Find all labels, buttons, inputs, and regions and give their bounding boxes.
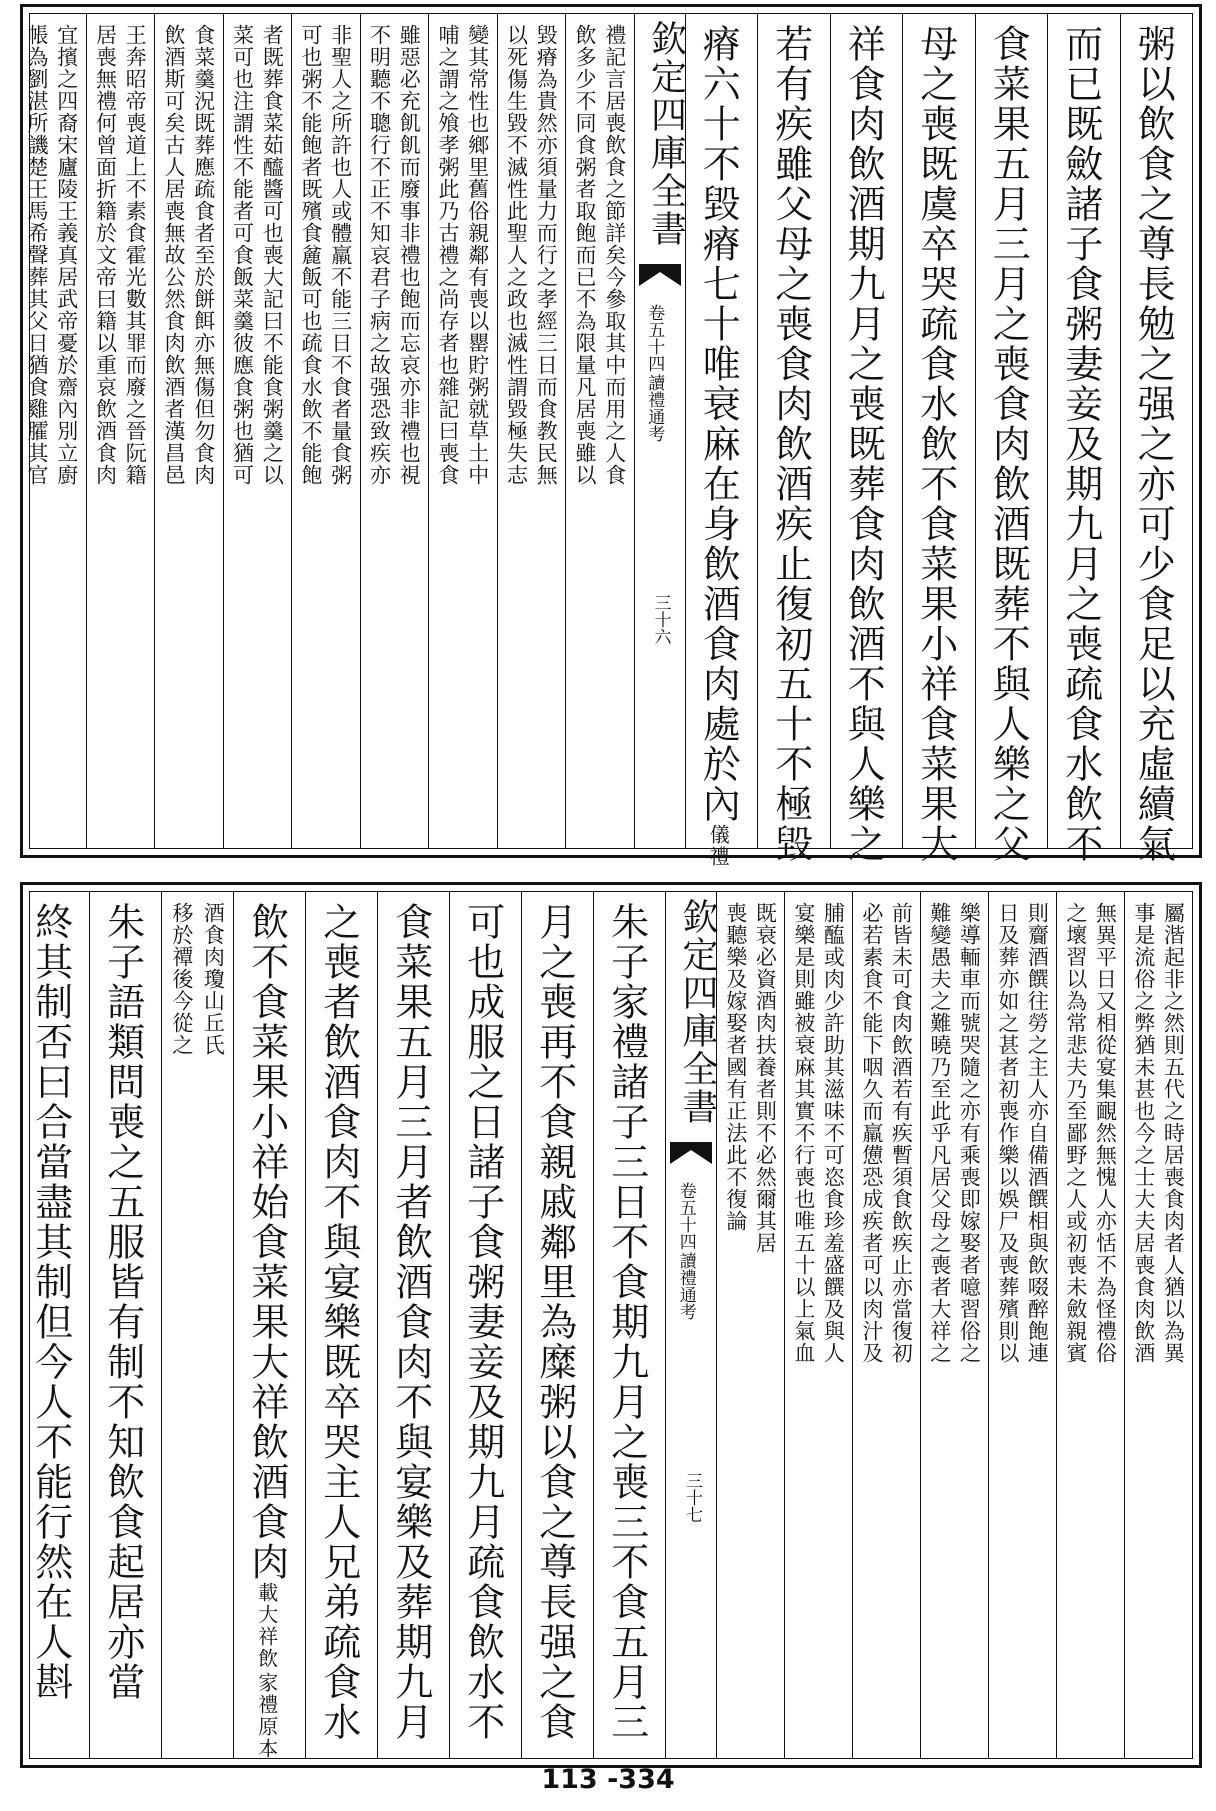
- top-commentary-line: 飲酒斯可矣古人居喪無故公然食肉飲酒者漢昌邑: [161, 24, 186, 486]
- bottom-volume-line: 卷五十四: [675, 1182, 696, 1250]
- top-commentary-column: [291, 14, 360, 848]
- top-commentary-column: [86, 14, 155, 848]
- bottom-commentary-line: 無異平日又相從宴集靦然無愧人亦恬不為怪禮俗: [1093, 902, 1118, 1364]
- top-fishtail-mark: [639, 264, 681, 286]
- bottom-commentary-pair: [989, 892, 1056, 1758]
- top-commentary-pair: [224, 14, 292, 848]
- bottom-note-line: 家禮原本: [254, 1672, 279, 1760]
- bottom-main-column: [449, 892, 521, 1758]
- top-main-column: [975, 14, 1048, 864]
- bottom-leaf: [20, 882, 1202, 1768]
- bottom-commentary-pair: [921, 892, 988, 1758]
- bottom-commentary-column: [920, 892, 988, 1758]
- top-commentary-line: 帳為劉湛所譏楚王馬希聲葬其父日猶食雞臛其官: [24, 24, 49, 486]
- bottom-commentary-column: [1056, 892, 1124, 1758]
- top-commentary-pair: [18, 14, 86, 848]
- top-main-column: [757, 14, 830, 864]
- top-commentary-line: 王奔昭帝喪道上不素食霍光數其罪而廢之晉阮籍: [123, 24, 148, 486]
- bottom-center-column: [665, 892, 716, 1758]
- top-commentary-line: 可也粥不能飽者既殯食麄飯可也疏食水飲不能飽: [298, 24, 323, 486]
- top-main-column: [902, 14, 975, 864]
- bottom-main-column: [161, 892, 233, 1758]
- bottom-note-line: 酒食肉瓊山丘氏: [201, 902, 226, 1056]
- top-commentary-column: [18, 14, 86, 848]
- top-commentary-pair: [292, 14, 360, 848]
- bottom-main-text: 之喪者飲酒食肉不與宴樂既卒哭主人兄弟疏食水: [316, 902, 361, 1742]
- top-inline-note: [706, 824, 729, 868]
- top-leaf: [20, 4, 1202, 868]
- bottom-commentary-line: 日及葬亦如之甚者初喪作樂以娛尸及喪葬殯則以: [995, 902, 1020, 1364]
- top-main-column: [1047, 14, 1120, 864]
- top-main-text: 而已既斂諸子食粥妻妾及期九月之喪疏食水飲不: [1058, 24, 1103, 864]
- top-commentary-column: [154, 14, 223, 848]
- bottom-commentary-line: 脯醢或肉少許助其滋味不可恣食珍羞盛饌及與人: [821, 902, 846, 1364]
- top-main-text: 粥以飲食之尊長勉之强之亦可少食足以充虛續氣: [1131, 24, 1176, 864]
- top-commentary-line: 菜可也注謂性不能者可食飯菜羹彼應食粥也猶可: [230, 24, 255, 486]
- top-commentary-line: 禮記言居喪飲食之節詳矣今參取其中而用之人食: [602, 24, 627, 486]
- top-leaf-frame: [24, 13, 1193, 868]
- bottom-main-column: [89, 892, 161, 1758]
- bottom-commentary-line: 屬湝起非之然則五代之時居喪食肉者人猶以為異: [1161, 902, 1186, 1364]
- top-center-column: [634, 14, 685, 848]
- page-number: 113 -334: [541, 1764, 675, 1795]
- bottom-commentary-pair: [1057, 892, 1124, 1758]
- top-main-column: [830, 14, 903, 864]
- bottom-main-text: 終其制否曰合當盡其制但今人不能行然在人斟: [28, 902, 73, 1702]
- bottom-commentary-line: 事是流俗之弊猶未甚也今之士大夫居喪食肉飲酒: [1131, 902, 1156, 1364]
- bottom-leaf-columns: [30, 892, 1192, 1758]
- top-commentary-line: 非聖人之所許也人或體羸不能三日不食者量食粥: [328, 24, 353, 486]
- top-commentary-line: 雖惡必充飢飢而廢事非禮也飽而忘哀亦非禮也視: [397, 24, 422, 486]
- top-commentary-line: 不明聽不聰行不正不知哀君子病之故强恐致疾亦: [367, 24, 392, 486]
- top-commentary-pair: [498, 14, 566, 848]
- top-commentary-line: 以死傷生毀不滅性此聖人之政也滅性謂毀極失志: [504, 24, 529, 486]
- bottom-commentary-pair: [1125, 892, 1192, 1758]
- top-commentary-line: 居喪無禮何曾面折籍於文帝曰籍以重哀飲酒食肉: [93, 24, 118, 486]
- bottom-leaf-frame: [29, 891, 1193, 1759]
- bottom-commentary-line: 喪聽樂及嫁娶者國有正法此不復論: [723, 902, 748, 1232]
- bottom-folio-number: 三十七: [682, 1472, 702, 1523]
- top-main-text: 若有疾雖父母之喪食肉飲酒疾止復初五十不極毀: [768, 24, 813, 864]
- bottom-note-line: 移於禫後今從之: [169, 902, 194, 1056]
- bottom-main-column: [18, 892, 89, 1758]
- bottom-note-column: [162, 892, 233, 1758]
- bottom-volume-label: [676, 1182, 695, 1320]
- top-commentary-column: [497, 14, 566, 848]
- top-commentary-line: 飲多少不同食粥者取飽而已不為限量凡居喪雖以: [572, 24, 597, 486]
- bottom-commentary-line: 樂導輀車而號哭隨之亦有乘喪即嫁娶者噫習俗之: [957, 902, 982, 1364]
- bottom-main-column: [521, 892, 593, 1758]
- bottom-commentary-line: 之壞習以為常悲夫乃至鄙野之人或初喪未斂親賓: [1063, 902, 1088, 1364]
- bottom-commentary-line: 必若素食不能下咽久而羸憊恐成疾者可以肉汁及: [859, 902, 884, 1364]
- bottom-main-text: 食菜果五月三月者飲酒食肉不與宴樂及葬期九月: [388, 902, 433, 1742]
- bottom-volume-line: 讀禮通考: [675, 1252, 696, 1320]
- bottom-commentary-column: [716, 892, 784, 1758]
- top-commentary-column: [223, 14, 292, 848]
- bottom-commentary-line: 既衰必資酒肉扶養者則不必然爾其居: [753, 902, 778, 1254]
- bottom-note-line: 載大祥飲: [254, 1582, 279, 1670]
- top-commentary-column: [360, 14, 429, 848]
- bottom-main-text: 可也成服之日諸子食粥妻妾及期九月疏食飲水不: [460, 902, 505, 1742]
- top-volume-label: [645, 304, 664, 442]
- top-commentary-column: [428, 14, 497, 848]
- top-commentary-line: 哺之謂之飧孝粥此乃古禮之尚存者也雜記曰喪食: [435, 24, 460, 486]
- bottom-commentary-pair: [853, 892, 920, 1758]
- bottom-commentary-column: [1124, 892, 1192, 1758]
- bottom-commentary-column: [988, 892, 1056, 1758]
- top-folio-number: 三十六: [650, 594, 671, 645]
- bottom-main-column: [377, 892, 449, 1758]
- bottom-main-text: 月之喪再不食親戚鄰里為糜粥以食之尊長强之食: [532, 902, 577, 1742]
- top-main-text: 食菜果五月三月之喪食肉飲酒既葬不與人樂之父: [986, 24, 1031, 864]
- top-main-column: [1120, 14, 1193, 864]
- top-commentary-line: 食菜羹況既葬應疏食者至於餅餌亦無傷但勿食肉: [191, 24, 216, 486]
- bottom-commentary-column: [852, 892, 920, 1758]
- bottom-commentary-pair: [785, 892, 852, 1758]
- top-note-line: 儀禮: [706, 824, 731, 868]
- bottom-main-column: [233, 892, 305, 1758]
- top-book-title: 欽定四庫全書: [645, 20, 687, 248]
- bottom-main-text: 朱子語類問喪之五服皆有制不知飲食起居亦當: [100, 902, 145, 1702]
- bottom-commentary-line: 前皆未可食肉飲酒若有疾暫須食飲疾止亦當復初: [889, 902, 914, 1364]
- bottom-inline-note: [255, 1582, 278, 1760]
- top-main-column: [685, 14, 758, 868]
- bottom-fishtail-mark: [670, 1142, 712, 1164]
- top-commentary-column: [565, 14, 634, 848]
- bottom-commentary-line: 宴樂是則雖被衰麻其實不行喪也唯五十以上氣血: [791, 902, 816, 1364]
- top-commentary-line: 者既葬食菜茹醯醬可也喪大記曰不能食粥羹之以: [260, 24, 285, 486]
- top-commentary-pair: [566, 14, 634, 848]
- top-main-text: 瘠六十不毀瘠七十唯衰麻在身飲酒食肉處於內 儀禮: [696, 24, 741, 868]
- bottom-book-title: 欽定四庫全書: [677, 898, 718, 1126]
- top-commentary-line: 宜擯之四裔宋廬陵王義真居武帝憂於齋內別立廚: [54, 24, 79, 486]
- bottom-main-text: 朱子家禮諸子三日不食期九月之喪三不食五月三: [604, 902, 649, 1742]
- bottom-commentary-column: [784, 892, 852, 1758]
- bottom-main-column: [593, 892, 665, 1758]
- top-leaf-columns: [24, 14, 1192, 868]
- bottom-commentary-pair: [717, 892, 784, 1758]
- top-commentary-line: 變其常性也鄉里舊俗親鄰有喪以罌貯粥就草土中: [465, 24, 490, 486]
- top-commentary-pair: [155, 14, 223, 848]
- top-commentary-pair: [361, 14, 429, 848]
- top-main-text: 母之喪既虞卒哭疏食水飲不食菜果小祥食菜果大: [913, 24, 958, 864]
- top-volume-line: 讀禮通考: [644, 374, 665, 442]
- bottom-commentary-line: 則齎酒饌往勞之主人亦自備酒饌相與飲啜醉飽連: [1025, 902, 1050, 1364]
- bottom-main-column: [305, 892, 377, 1758]
- top-commentary-pair: [87, 14, 155, 848]
- top-main-text: 祥食肉飲酒期九月之喪既葬食肉飲酒不與人樂之: [841, 24, 886, 864]
- top-commentary-pair: [429, 14, 497, 848]
- bottom-main-text: 飲不食菜果小祥始食菜果大祥飲酒食肉 家禮原本 載大祥飲: [244, 902, 289, 1760]
- top-commentary-line: 毀瘠為貴然亦須量力而行之孝經三日而食教民無: [534, 24, 559, 486]
- top-volume-line: 卷五十四: [644, 304, 665, 372]
- bottom-commentary-line: 難變愚夫之難曉乃至此乎凡居父母之喪者大祥之: [927, 902, 952, 1364]
